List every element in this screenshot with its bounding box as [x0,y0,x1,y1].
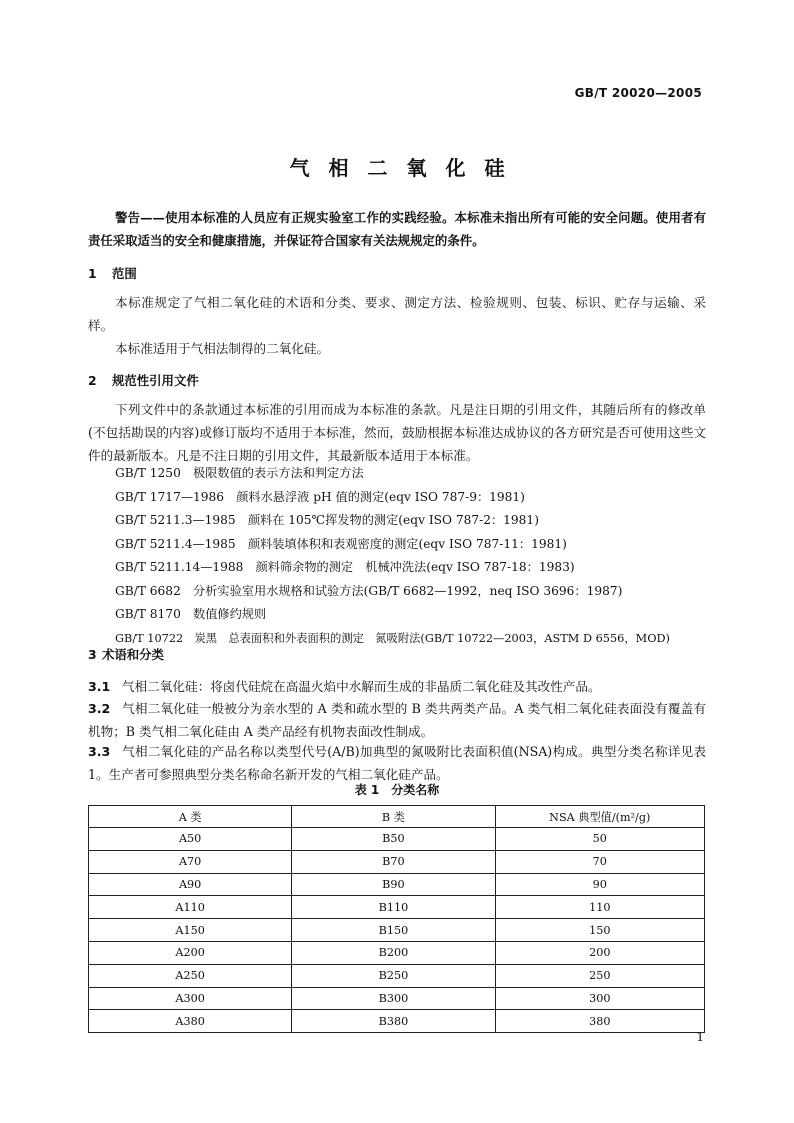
cell-a: A150 [89,919,292,942]
cell-nsa: 380 [495,1010,704,1033]
table-1-caption: 表 1 分类名称 [354,783,440,797]
term-3-2-number: 3.2 [88,701,111,716]
cell-b: B150 [292,919,495,942]
section-2-title: 规范性引用文件 [112,373,199,388]
term-3-1 [88,675,706,698]
table-row [89,964,705,987]
cell-b: B300 [292,987,495,1010]
reference-item: GB/T 6682 分析实验室用水规格和试验方法(GB/T 6682—1992，neq ISO 3696：1987) [115,583,623,598]
reference-list [115,462,670,650]
term-3-3-number: 3.3 [88,744,111,759]
section-3-number: 3 [88,647,97,662]
cell-a: A90 [89,873,292,896]
cell-nsa: 90 [495,873,704,896]
section-3-title: 术语和分类 [102,647,164,662]
table-row [89,1010,705,1033]
header-b-class: B 类 [292,806,495,828]
page-number: 1 [696,1030,704,1044]
header-a-class: A 类 [89,806,292,828]
reference-item: GB/T 1250 极限数值的表示方法和判定方法 [115,466,364,480]
cell-b: B380 [292,1010,495,1033]
cell-b: B200 [292,941,495,964]
table-row [89,919,705,942]
table-row [89,896,705,919]
cell-b: B70 [292,850,495,873]
standard-number: GB/T 20020—2005 [574,86,702,100]
table-row [89,850,705,873]
section-1-paragraph-1: 本标准规定了气相二氧化硅的术语和分类、要求、测定方法、检验规则、包装、标识、贮存与运输、采样。 [88,295,706,333]
classification-table [88,805,705,1033]
section-2-number: 2 [88,373,97,388]
reference-item: GB/T 1717—1986 颜料水悬浮液 pH 值的测定(eqv ISO 787-9：1981) [115,489,525,504]
cell-nsa: 150 [495,919,704,942]
cell-a: A110 [89,896,292,919]
cell-a: A50 [89,828,292,851]
cell-nsa: 110 [495,896,704,919]
cell-a: A200 [89,941,292,964]
reference-item: GB/T 8170 数值修约规则 [115,607,267,621]
section-2-heading [88,371,199,389]
reference-item: GB/T 5211.4—1985 颜料装填体积和表观密度的测定(eqv ISO 787-11：1981) [115,536,567,551]
reference-item: GB/T 5211.14—1988 颜料筛余物的测定 机械冲洗法(eqv ISO 787-18：1983) [115,560,575,574]
cell-a: A380 [89,1010,292,1033]
cell-b: B90 [292,873,495,896]
table-header-row [89,806,705,828]
term-3-3 [88,740,706,786]
cell-nsa: 300 [495,987,704,1010]
table-row [89,828,705,851]
section-1-heading [88,264,137,282]
section-3-heading [88,645,164,663]
cell-a: A250 [89,964,292,987]
section-2-intro: 下列文件中的条款通过本标准的引用而成为本标准的条款。凡是注日期的引用文件，其随后所有的修改单(不包括勘误的内容)或修订版均不适用于本标准，然而，鼓励根据本标准达成协议的各方研究是否可使用这些文件的最新版本。凡是不注日期的引用文件，其最新版本适用于本标准。 [88,402,706,463]
reference-item: GB/T 10722 炭黑 总表面积和外表面积的测定 氮吸附法(GB/T 10722—2003，ASTM D 6556，MOD) [115,631,670,645]
reference-item: GB/T 5211.3—1985 颜料在 105℃挥发物的测定(eqv ISO 787-2：1981) [115,513,539,527]
header-nsa-value: NSA 典型值/(m²/g) [495,806,704,828]
table-row [89,873,705,896]
section-1-title: 范围 [112,266,137,281]
cell-b: B110 [292,896,495,919]
cell-nsa: 250 [495,964,704,987]
term-3-3-text: 气相二氧化硅的产品名称以类型代号(A/B)加典型的氮吸附比表面积值(NSA)构成。典型分类名称详见表 1。生产者可参照典型分类名称命名新开发的气相二氧化硅产品。 [88,744,706,782]
document-title: 气相二氧化硅 [289,156,524,180]
cell-nsa: 50 [495,828,704,851]
cell-a: A300 [89,987,292,1010]
term-3-2-text: 气相二氧化硅一般被分为亲水型的 A 类和疏水型的 B 类共两类产品。A 类气相二氧化硅表面没有覆盖有机物；B 类气相二氧化硅由 A 类产品经有机物表面改性制成。 [88,701,706,739]
cell-nsa: 70 [495,850,704,873]
term-3-2 [88,697,706,743]
term-3-1-number: 3.1 [88,679,111,694]
term-3-1-text: 气相二氧化硅：将卤代硅烷在高温火焰中水解而生成的非晶质二氧化硅及其改性产品。 [122,679,601,694]
safety-warning: 警告——使用本标准的人员应有正规实验室工作的实践经验。本标准未指出所有可能的安全问题。使用者有责任采取适当的安全和健康措施，并保证符合国家有关法规规定的条件。 [88,210,706,248]
cell-nsa: 200 [495,941,704,964]
cell-b: B50 [292,828,495,851]
section-1-number: 1 [88,266,97,281]
cell-b: B250 [292,964,495,987]
cell-a: A70 [89,850,292,873]
table-row [89,987,705,1010]
table-row [89,941,705,964]
section-1-paragraph-2: 本标准适用于气相法制得的二氧化硅。 [115,341,330,356]
